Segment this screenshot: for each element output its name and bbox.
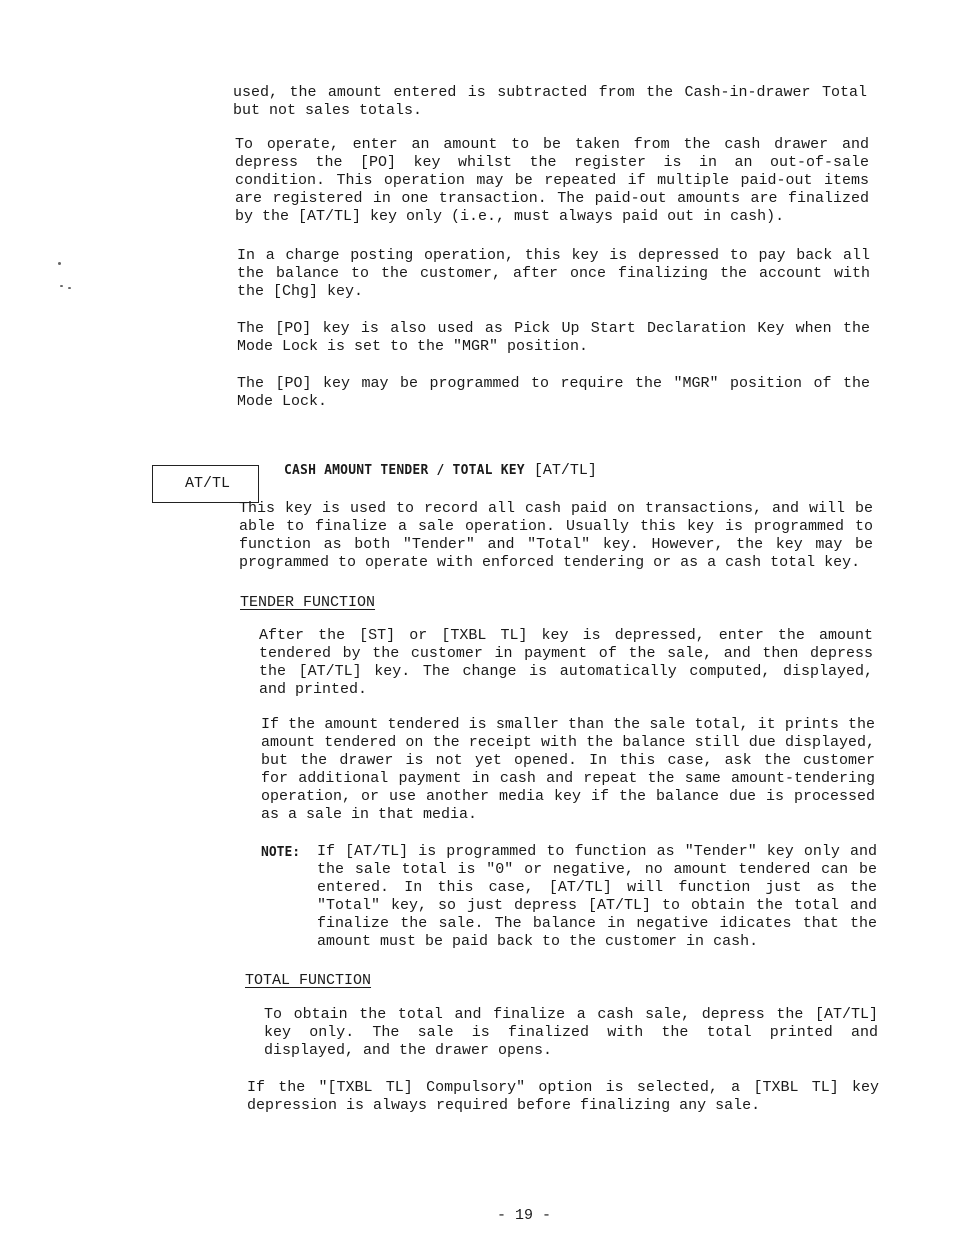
section-heading-key: [AT/TL]	[533, 462, 597, 479]
text-line: operation, or use another media key if the balance due is processed	[261, 788, 875, 805]
text-line: amount tendered on the receipt with the balance still due displayed,	[261, 734, 875, 751]
text-line: If the "[TXBL TL] Compulsory" option is selected, a [TXBL TL] key	[247, 1079, 879, 1096]
tender-function-title: TENDER FUNCTION	[240, 594, 376, 611]
note-label: NOTE:	[261, 845, 301, 860]
key-marker-label: AT/TL	[185, 475, 231, 492]
text-line: Mode Lock is set to the "MGR" position.	[237, 338, 589, 355]
text-line: displayed, and the drawer opens.	[264, 1042, 553, 1059]
total-paragraph-1	[264, 1006, 878, 1060]
scan-speck	[58, 262, 61, 265]
text-line: tendered by the customer in payment of the sale, and then depress	[259, 645, 873, 662]
intro-paragraph-5	[237, 375, 870, 411]
total-function-title: TOTAL FUNCTION	[245, 972, 372, 989]
section-description	[239, 500, 873, 572]
scan-speck	[60, 285, 63, 287]
text-line: Mode Lock.	[237, 393, 328, 410]
page-number: - 19 -	[497, 1207, 552, 1224]
text-line: the [Chg] key.	[237, 283, 364, 300]
text-line: In a charge posting operation, this key is depressed to pay back all	[237, 247, 870, 264]
text-line: able to finalize a sale operation. Usually this key is programmed to	[239, 518, 873, 535]
section-heading	[284, 462, 597, 480]
text-line: key only. The sale is finalized with the total printed and	[264, 1024, 878, 1041]
tender-paragraph-2	[261, 716, 875, 824]
text-line: entered. In this case, [AT/TL] will function just as the	[317, 879, 877, 896]
text-line: After the [ST] or [TXBL TL] key is depressed, enter the amount	[259, 627, 873, 644]
total-paragraph-2	[247, 1079, 879, 1115]
text-line: but not sales totals.	[233, 102, 423, 119]
text-line: This key is used to record all cash paid on transactions, and will be	[239, 500, 873, 517]
text-line: but the drawer is not yet opened. In this case, ask the customer	[261, 752, 875, 769]
text-line: The [PO] key is also used as Pick Up Start Declaration Key when the	[237, 320, 870, 337]
text-line: If [AT/TL] is programmed to function as "Tender" key only and	[317, 843, 877, 860]
text-line: the [AT/TL] key. The change is automatically computed, displayed,	[259, 663, 873, 680]
text-line: depression is always required before finalizing any sale.	[247, 1097, 761, 1114]
text-line: are registered in one transaction. The paid-out amounts are finalized	[235, 190, 869, 207]
text-line: depress the [PO] key whilst the register is in an out-of-sale	[235, 154, 869, 171]
text-line: the balance to the customer, after once finalizing the account with	[237, 265, 870, 282]
text-line: If the amount tendered is smaller than the sale total, it prints the	[261, 716, 875, 733]
text-line: To operate, enter an amount to be taken from the cash drawer and	[235, 136, 869, 153]
text-line: amount must be paid back to the customer in cash.	[317, 933, 759, 950]
tender-paragraph-1	[259, 627, 873, 699]
text-line: To obtain the total and finalize a cash sale, depress the [AT/TL]	[264, 1006, 878, 1023]
text-line: the sale total is "0" or negative, no amount tendered can be	[317, 861, 877, 878]
intro-paragraph-3	[237, 247, 870, 301]
note-text	[317, 843, 877, 951]
text-line: finalize the sale. The balance in negative idicates that the	[317, 915, 877, 932]
text-line: The [PO] key may be programmed to require the "MGR" position of the	[237, 375, 870, 392]
intro-paragraph-1	[233, 84, 867, 120]
scan-speck	[68, 287, 71, 289]
text-line: as a sale in that media.	[261, 806, 478, 823]
text-line: used, the amount entered is subtracted from the Cash-in-drawer Total	[233, 84, 867, 101]
text-line: and printed.	[259, 681, 368, 698]
intro-paragraph-4	[237, 320, 870, 356]
text-line: "Total" key, so just depress [AT/TL] to obtain the total and	[317, 897, 877, 914]
text-line: for additional payment in cash and repeat the same amount-tendering	[261, 770, 875, 787]
text-line: programmed to operate with enforced tendering or as a cash total key.	[239, 554, 861, 571]
text-line: function as both "Tender" and "Total" key. However, the key may be	[239, 536, 873, 553]
text-line: condition. This operation may be repeated if multiple paid-out items	[235, 172, 869, 189]
intro-paragraph-2	[235, 136, 869, 226]
section-heading-title: CASH AMOUNT TENDER / TOTAL KEY	[284, 463, 525, 478]
text-line: by the [AT/TL] key only (i.e., must always paid out in cash).	[235, 208, 785, 225]
